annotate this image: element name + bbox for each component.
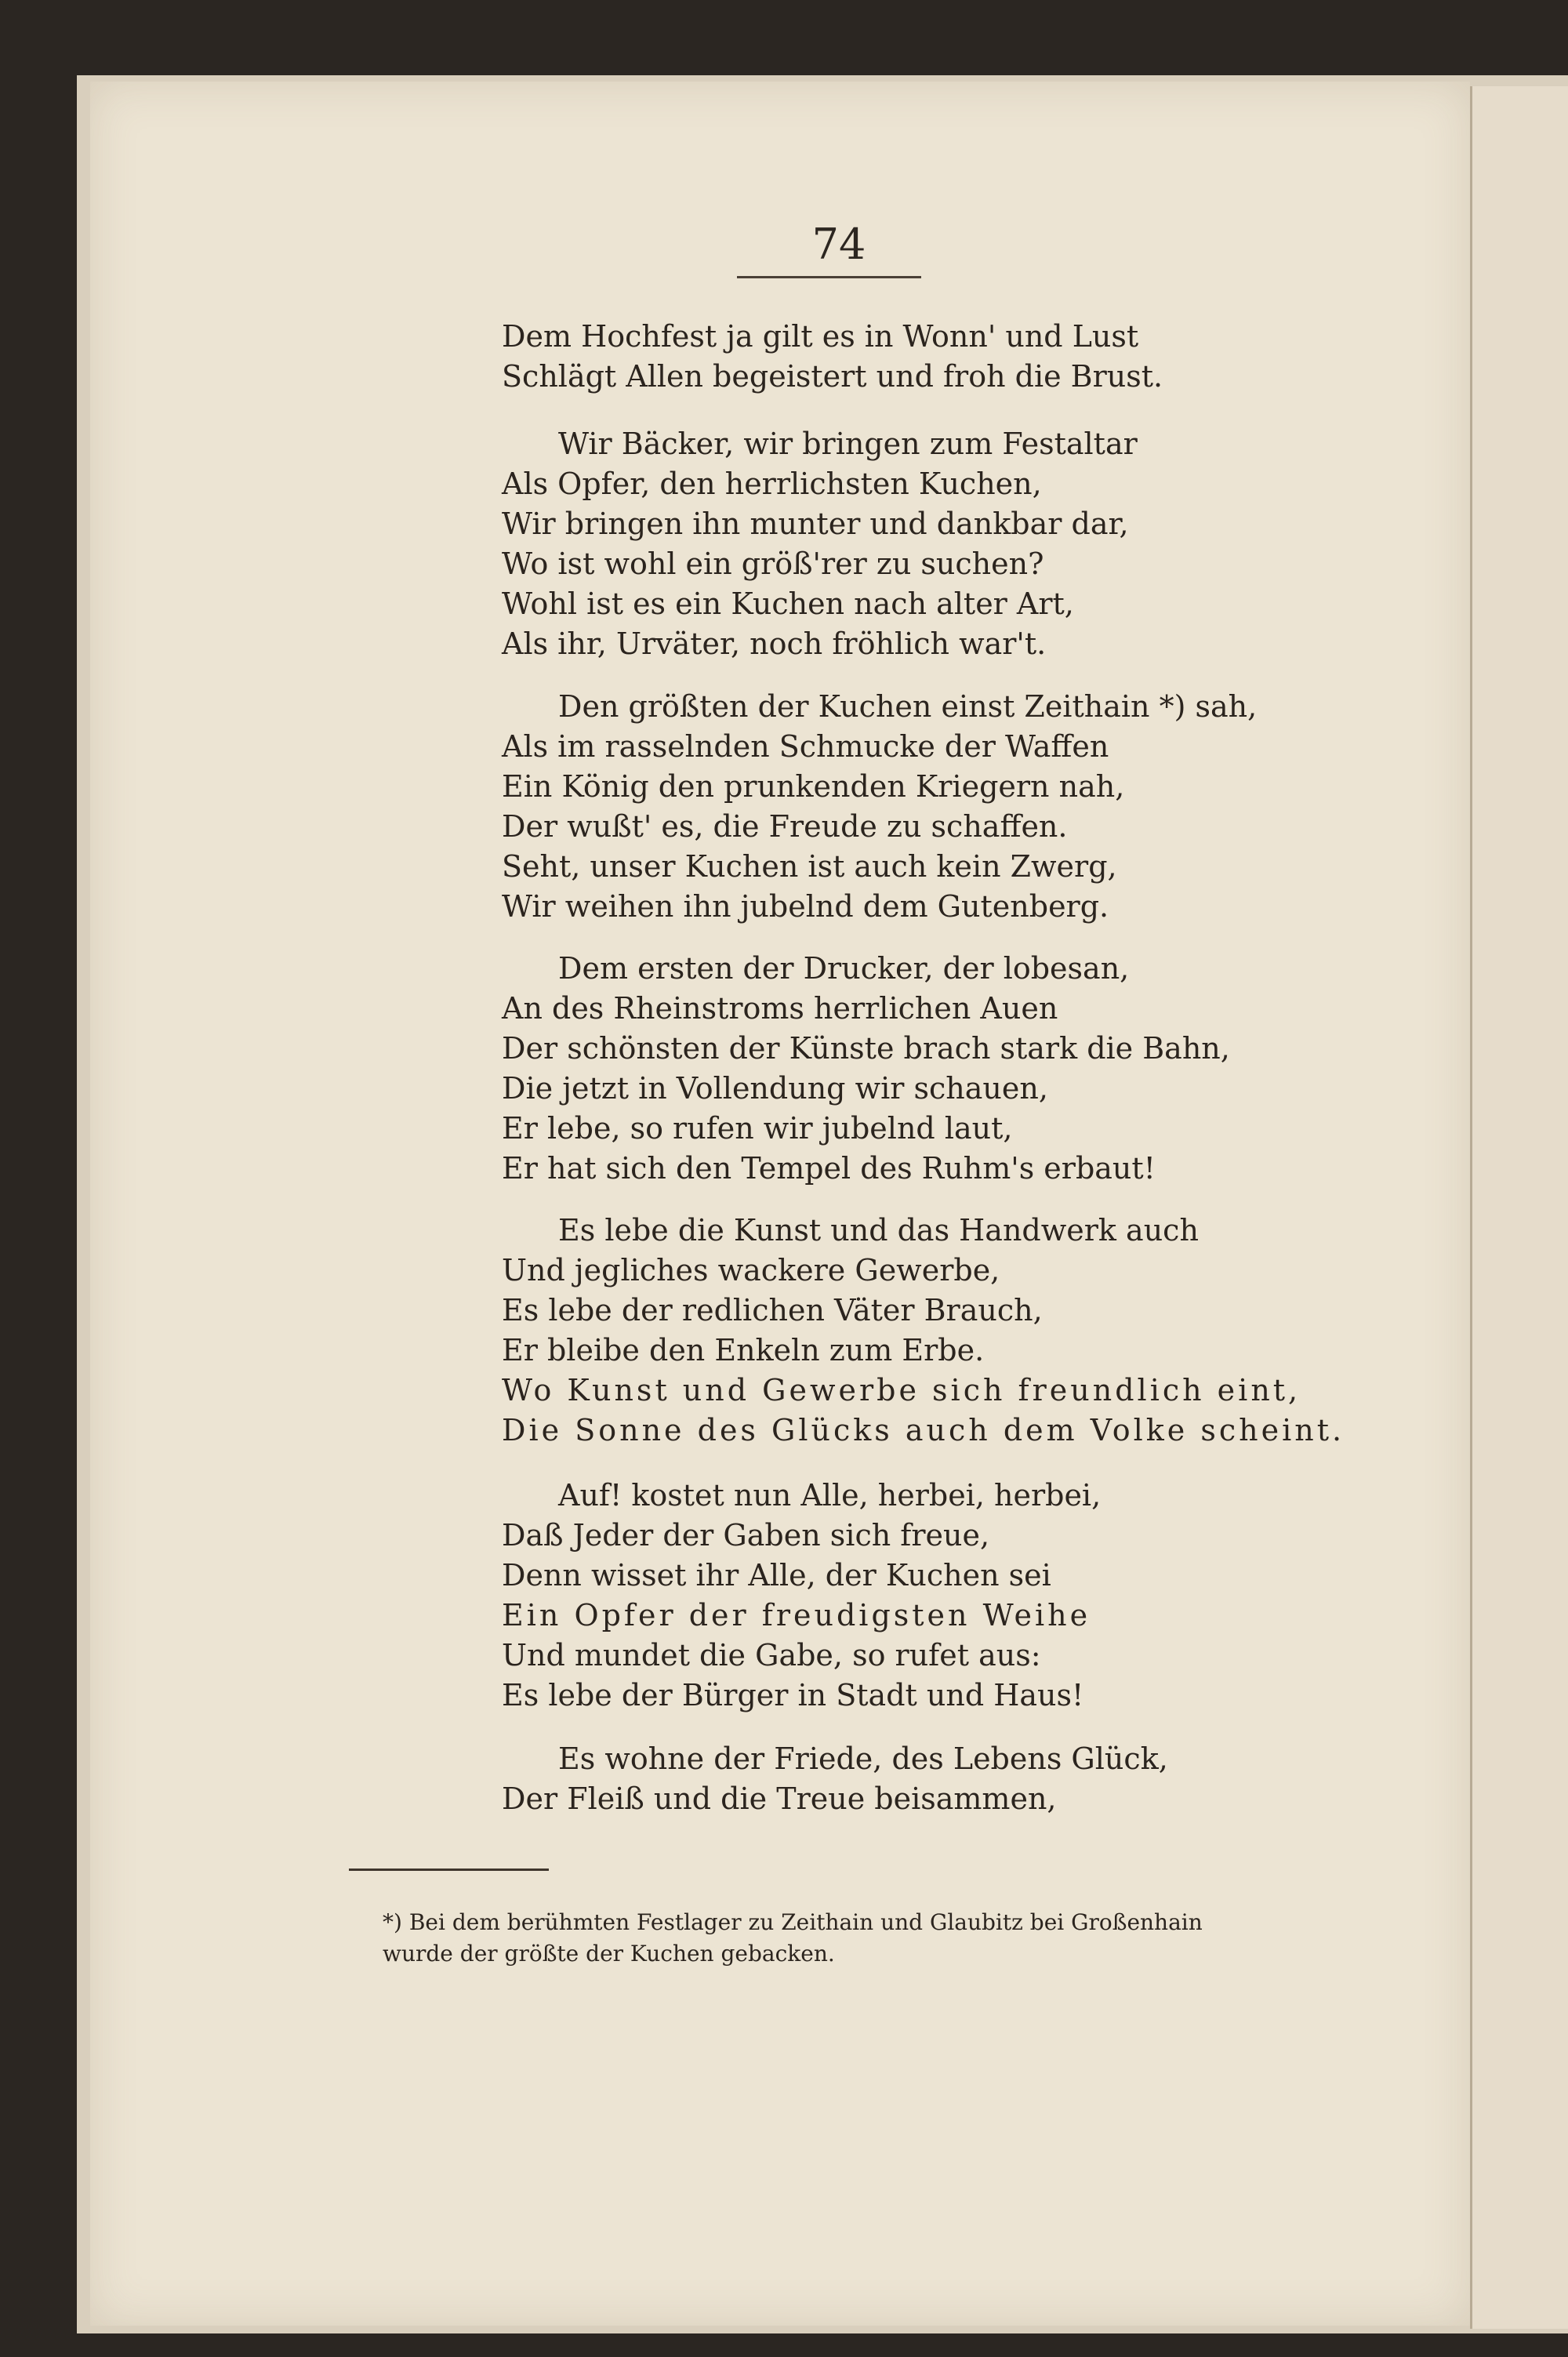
stanza bbox=[502, 1476, 1333, 1716]
facing-page-edge bbox=[1470, 86, 1568, 2329]
verse-line: Wir bringen ihn munter und dankbar dar, bbox=[502, 507, 1129, 541]
verse-line: Der schönsten der Künste brach stark die Bahn, bbox=[502, 1031, 1230, 1066]
verse-line: Es lebe die Kunst und das Handwerk auch bbox=[558, 1213, 1199, 1248]
verse-line: Dem Hochfest ja gilt es in Wonn' und Lust bbox=[502, 319, 1139, 354]
verse-line: An des Rheinstroms herrlichen Auen bbox=[502, 991, 1058, 1026]
footnote-line: wurde der größte der Kuchen gebacken. bbox=[383, 1941, 835, 1967]
verse-line: Den größten der Kuchen einst Zeithain *) sah, bbox=[558, 689, 1258, 724]
verse-line: Er bleibe den Enkeln zum Erbe. bbox=[502, 1333, 985, 1367]
verse-line: Er lebe, so rufen wir jubelnd laut, bbox=[502, 1111, 1013, 1146]
verse-line: Denn wisset ihr Alle, der Kuchen sei bbox=[502, 1558, 1051, 1593]
verse-line: Es wohne der Friede, des Lebens Glück, bbox=[558, 1741, 1168, 1776]
page-number: 74 bbox=[811, 220, 866, 269]
footnote-line: *) Bei dem berühmten Festlager zu Zeithain und Glaubitz bei Großenhain bbox=[383, 1909, 1203, 1935]
book-page bbox=[90, 82, 1470, 2326]
stanza bbox=[502, 1211, 1345, 1451]
verse-line: Als im rasselnden Schmucke der Waffen bbox=[502, 729, 1109, 764]
stanza bbox=[502, 687, 1333, 927]
verse-line: Als Opfer, den herrlichsten Kuchen, bbox=[502, 467, 1042, 501]
stanza bbox=[502, 424, 1333, 664]
verse-line: Als ihr, Urväter, noch fröhlich war't. bbox=[502, 626, 1047, 661]
stanza bbox=[502, 317, 1333, 397]
verse-line: Und jegliches wackere Gewerbe, bbox=[502, 1253, 1000, 1287]
verse-line: Der wußt' es, die Freude zu schaffen. bbox=[502, 809, 1068, 844]
verse-line: Die jetzt in Vollendung wir schauen, bbox=[502, 1071, 1048, 1106]
footnote-rule bbox=[349, 1869, 549, 1871]
verse-line: Und mundet die Gabe, so rufet aus: bbox=[502, 1638, 1041, 1672]
footnote bbox=[383, 1907, 1308, 1970]
header-rule bbox=[737, 276, 921, 278]
verse-line: Wo ist wohl ein größ'rer zu suchen? bbox=[502, 547, 1044, 581]
verse-line: Es lebe der Bürger in Stadt und Haus! bbox=[502, 1678, 1084, 1712]
verse-line: Seht, unser Kuchen ist auch kein Zwerg, bbox=[502, 849, 1117, 884]
verse-line: Wo Kunst und Gewerbe sich freundlich eint, bbox=[502, 1373, 1301, 1407]
verse-line: Wir Bäcker, wir bringen zum Festaltar bbox=[558, 427, 1138, 461]
verse-line: Schlägt Allen begeistert und froh die Brust. bbox=[502, 359, 1163, 394]
stanza bbox=[502, 949, 1333, 1189]
stanza bbox=[502, 1739, 1333, 1819]
verse-line: Ein König den prunkenden Kriegern nah, bbox=[502, 769, 1125, 804]
verse-line: Der Fleiß und die Treue beisammen, bbox=[502, 1781, 1057, 1816]
verse-line: Er hat sich den Tempel des Ruhm's erbaut! bbox=[502, 1151, 1156, 1186]
verse-line: Wir weihen ihn jubelnd dem Gutenberg. bbox=[502, 889, 1109, 924]
verse-line: Auf! kostet nun Alle, herbei, herbei, bbox=[558, 1478, 1102, 1513]
verse-line: Es lebe der redlichen Väter Brauch, bbox=[502, 1293, 1043, 1327]
verse-line: Ein Opfer der freudigsten Weihe bbox=[502, 1598, 1091, 1632]
verse-line: Dem ersten der Drucker, der lobesan, bbox=[558, 951, 1130, 986]
verse-line: Wohl ist es ein Kuchen nach alter Art, bbox=[502, 587, 1074, 621]
verse-line: Die Sonne des Glücks auch dem Volke scheint. bbox=[502, 1413, 1345, 1447]
verse-line: Daß Jeder der Gaben sich freue, bbox=[502, 1518, 990, 1553]
